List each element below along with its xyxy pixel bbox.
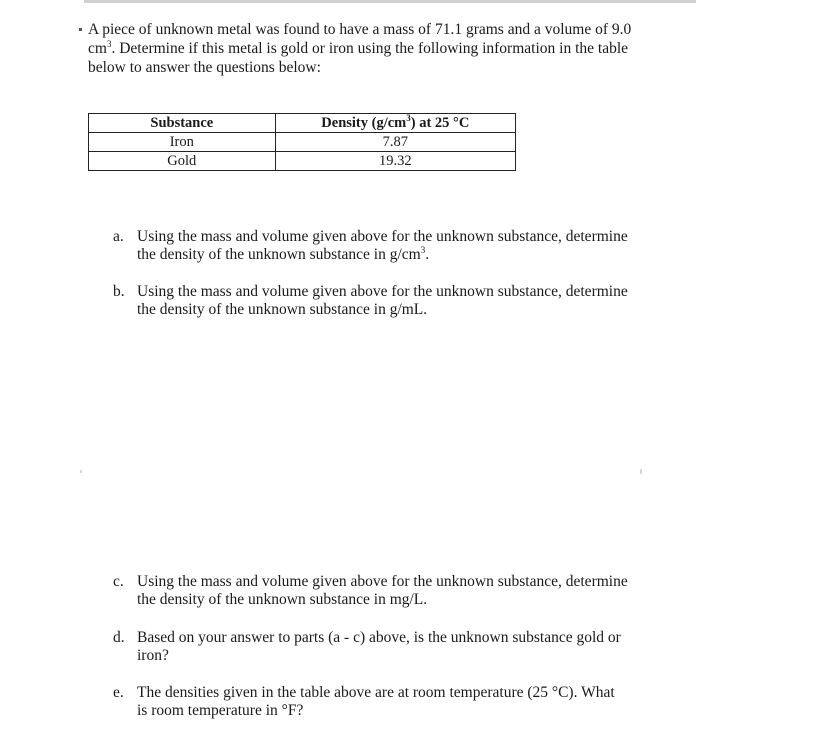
header-density [275,114,515,133]
faint-mark [80,470,82,473]
question-a [113,228,668,264]
question-a-line-2-post: . [425,246,430,263]
intro-line-3: below to answer the questions below: [88,59,321,76]
question-c-line-2: the density of the unknown substance in mg/L. [137,591,428,608]
cell-substance: Gold [89,152,276,171]
table-header-row [89,114,516,133]
question-c [113,573,668,609]
table-row [89,152,516,171]
intro-paragraph [88,20,668,77]
table-row [89,133,516,152]
question-d-line-2: iron? [137,647,169,664]
question-text [137,684,668,720]
question-b [113,283,668,319]
intro-line-2-pre: cm [88,40,107,57]
question-text [137,629,668,665]
question-letter: b. [113,283,125,300]
question-letter: c. [113,573,124,590]
cell-substance: Iron [89,133,276,152]
header-density-pre: Density (g/cm [321,115,407,131]
cell-density: 7.87 [275,133,515,152]
question-letter: a. [113,228,124,245]
question-a-line-2-sup: 3 [420,244,426,255]
question-a-line-2 [137,246,668,264]
question-c-line-1: Using the mass and volume given above for the unknown substance, determine [137,573,628,590]
question-text [137,283,668,319]
question-text [137,228,668,264]
header-density-sup: 3 [406,113,411,124]
faint-mark [640,469,642,474]
question-e-line-1: The densities given in the table above are at room temperature (25 °C). What [137,684,615,701]
intro-line-2-post: . Determine if this metal is gold or iron using the following information in the table [111,40,629,57]
question-b-line-2: the density of the unknown substance in g/mL. [137,301,428,318]
question-d-line-1: Based on your answer to parts (a - c) above, is the unknown substance gold or [137,629,621,646]
header-substance: Substance [89,114,276,133]
question-text [137,573,668,609]
top-divider [84,0,696,3]
intro-line-2-sup: 3 [106,38,112,49]
question-b-line-1: Using the mass and volume given above for the unknown substance, determine [137,283,628,300]
intro-line-1: A piece of unknown metal was found to have a mass of 71.1 grams and a volume of 9.0 [88,21,632,38]
intro-line-2 [88,39,668,58]
question-d [113,629,668,665]
question-letter: e. [113,684,124,701]
density-table [88,113,516,171]
question-letter: d. [113,629,125,646]
question-a-line-1: Using the mass and volume given above for the unknown substance, determine [137,228,628,245]
question-a-line-2-pre: the density of the unknown substance in g/cm [137,246,421,263]
question-e-line-2: is room temperature in °F? [137,702,304,719]
header-density-post: ) at 25 °C [410,115,470,131]
question-e [113,684,668,720]
bullet-dot [79,28,82,31]
cell-density: 19.32 [275,152,515,171]
